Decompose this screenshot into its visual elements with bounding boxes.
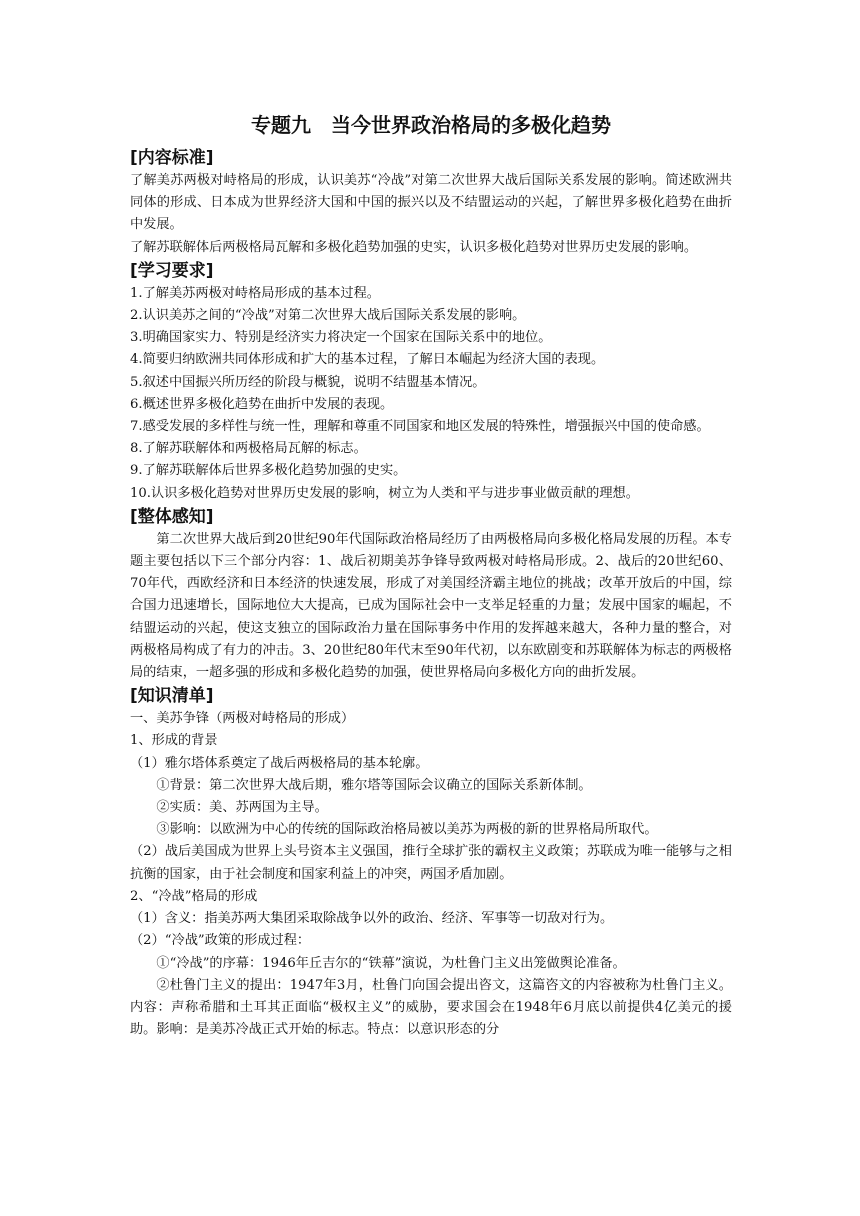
content-standard-paragraph: 了解苏联解体后两极格局瓦解和多极化趋势加强的史实，认识多极化趋势对世界历史发展的影响。: [130, 239, 698, 255]
section-title: 一、美苏争锋（两极对峙格局的形成）: [130, 711, 355, 727]
requirement-item: 7.感受发展的多样性与统一性，理解和尊重不同国家和地区发展的特殊性，增强振兴中国的使命感。: [130, 419, 710, 435]
requirement-item: 2.认识美苏之间的“冷战”对第二次世界大战后国际关系发展的影响。: [130, 308, 526, 324]
sub-point: ③影响：以欧洲为中心的传统的国际政治格局被以美苏为两极的新的世界格局所取代。: [156, 822, 658, 838]
requirement-item: 9.了解苏联解体后世界多极化趋势加强的史实。: [130, 463, 407, 479]
requirement-item: 1.了解美苏两极对峙格局形成的基本过程。: [130, 285, 380, 301]
requirement-item: 4.简要归纳欧洲共同体形成和扩大的基本过程，了解日本崛起为经济大国的表现。: [130, 352, 605, 368]
content-standard-paragraph: 了解美苏两极对峙格局的形成，认识美苏“冷战”对第二次世界大战后国际关系发展的影响。简述欧洲共同体的形成、日本成为世界经济大国和中国的振兴以及不结盟运动的兴起，了解世界多极化趋势在曲折中发展。: [130, 173, 732, 233]
requirement-item: 6.概述世界多极化趋势在曲折中发展的表现。: [130, 396, 394, 412]
subsection-title: 1、形成的背景: [130, 733, 218, 749]
page-title: 专题九 当今世界政治格局的多极化趋势: [251, 113, 611, 137]
requirement-item: 5.叙述中国振兴所历经的阶段与概貌，说明不结盟基本情况。: [130, 374, 486, 390]
point: （1）雅尔塔体系奠定了战后两极格局的基本轮廓。: [130, 755, 429, 771]
point: （1）含义：指美苏两大集团采取除战争以外的政治、经济、军事等一切敌对行为。: [130, 911, 614, 927]
subsection-title: 2、“冷战”格局的形成: [130, 888, 258, 904]
requirement-item: 8.了解苏联解体和两极格局瓦解的标志。: [130, 441, 367, 457]
learning-requirements-heading: [学习要求]: [130, 260, 214, 281]
overview-paragraph: 第二次世界大战后到20世纪90年代国际政治格局经历了由两极格局向多极化格局发展的历程。本专题主要包括以下三个部分内容：1、战后初期美苏争锋导致两极对峙格局形成。2、战后的20世纪60、70年代，西欧经济和日本经济的快速发展，形成了对美国经济霸主地位的挑战；改革开放后的中国，综合国力迅速增长，国际地位大大提高，已成为国际社会中一支举足轻重的力量；发展中国家的崛起，不结盟运动的兴起，使这支独立的国际政治力量在国际事务中作用的发挥越来越大，各种力量的整合，对两极格局构成了有力的冲击。3、20世纪80年代末至90年代初，以东欧剧变和苏联解体为标志的两极格局的结束，一超多强的形成和多极化趋势的加强，使世界格局向多极化方向的曲折发展。: [130, 531, 732, 681]
requirement-item: 10.认识多极化趋势对世界历史发展的影响，树立为人类和平与进步事业做贡献的理想。: [130, 485, 639, 501]
sub-point: ②杜鲁门主义的提出：1947年3月，杜鲁门向国会提出咨文，这篇咨文的内容被称为杜鲁门主义。内容：声称希腊和土耳其正面临“极权主义”的威胁，要求国会在1948年6月底以前提供4亿美元的援助。影响：是美苏冷战正式开始的标志。特点：以意识形态的分: [130, 977, 732, 1038]
overview-heading: [整体感知]: [130, 506, 214, 527]
sub-point: ①“冷战”的序幕：1946年丘吉尔的“铁幕”演说，为杜鲁门主义出笼做舆论准备。: [156, 955, 626, 971]
point: （2）“冷战”政策的形成过程：: [130, 933, 311, 949]
requirement-item: 3.明确国家实力、特别是经济实力将决定一个国家在国际关系中的地位。: [130, 330, 552, 346]
knowledge-heading: [知识清单]: [130, 686, 214, 707]
sub-point: ②实质：美、苏两国为主导。: [156, 800, 328, 816]
document-page: [130, 108, 732, 1041]
sub-point: ①背景：第二次世界大战后期，雅尔塔等国际会议确立的国际关系新体制。: [156, 777, 592, 793]
content-standard-heading: [内容标准]: [130, 148, 214, 168]
point: （2）战后美国成为世界上头号资本主义强国，推行全球扩张的霸权主义政策；苏联成为唯一能够与之相抗衡的国家，由于社会制度和国家利益上的冲突，两国矛盾加剧。: [130, 844, 732, 882]
